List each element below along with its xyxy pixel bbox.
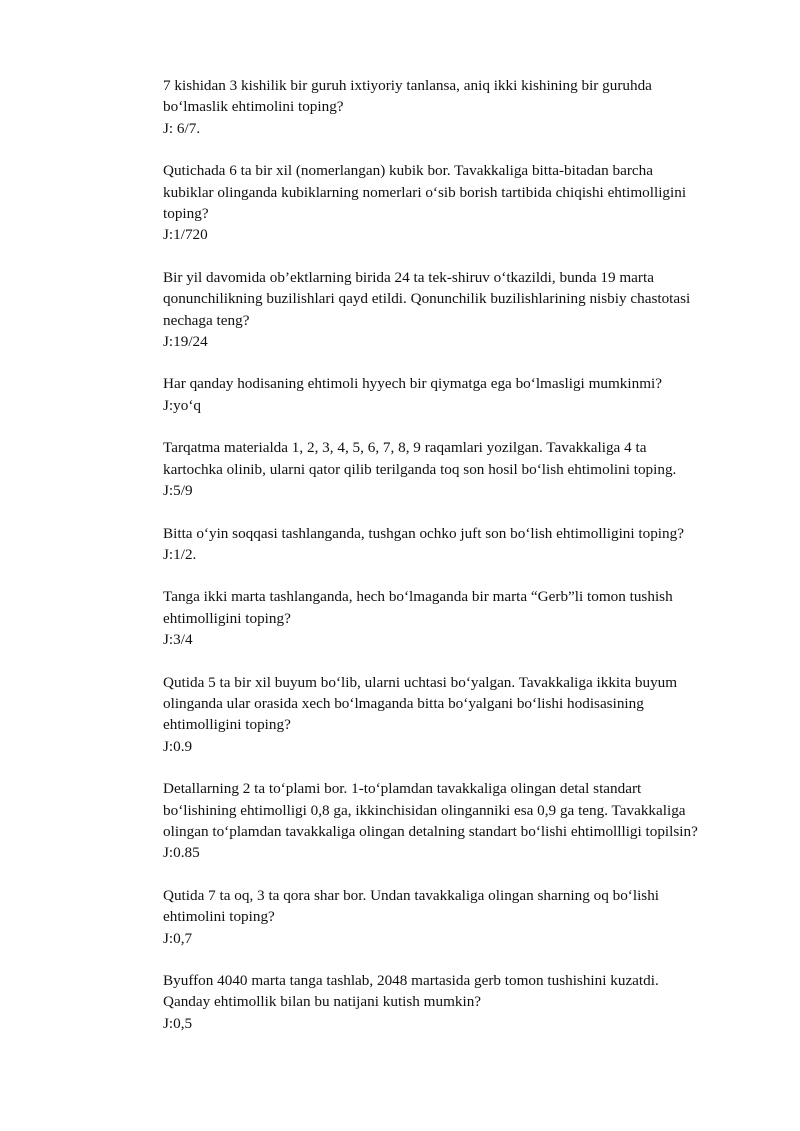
question-line: olingan to‘plamdan tavakkaliga olingan detalning standart bo‘lishi ehtimollligi topilsin? <box>163 822 698 840</box>
question-line: toping? <box>163 205 209 223</box>
answer-text: J:0,5 <box>163 1014 193 1032</box>
question-line: Qutida 5 ta bir xil buyum bo‘lib, ularni uchtasi bo‘yalgan. Tavakkaliga ikkita buyum <box>163 673 678 691</box>
question-line: nechaga teng? <box>163 311 250 329</box>
question-block <box>163 778 743 864</box>
answer-text: J:19/24 <box>163 333 208 351</box>
question-line: Qutida 7 ta oq, 3 ta qora shar bor. Undan tavakkaliga olingan sharning oq bo‘lishi <box>163 886 660 904</box>
question-block <box>163 373 743 416</box>
question-line: ehtimolini toping? <box>163 908 275 926</box>
answer-text: J:1/2. <box>163 545 197 563</box>
answer-text: J:3/4 <box>163 631 193 649</box>
answer-text: J:5/9 <box>163 482 193 500</box>
document-page <box>163 75 743 1055</box>
question-line: olinganda ular orasida xech bo‘lmaganda bitta bo‘yalgani bo‘lishi hodisasining <box>163 694 644 712</box>
question-block <box>163 160 743 246</box>
question-line: Qanday ehtimollik bilan bu natijani kutish mumkin? <box>163 993 482 1011</box>
question-block <box>163 437 743 501</box>
question-block <box>163 885 743 949</box>
question-line: kubiklar olinganda kubiklarning nomerlari o‘sib borish tartibida chiqishi ehtimolligini <box>163 183 687 201</box>
answer-text: J:0,7 <box>163 929 193 947</box>
question-block <box>163 75 743 139</box>
question-line: 7 kishidan 3 kishilik bir guruh ixtiyoriy tanlansa, aniq ikki kishining bir guruhda <box>163 77 652 94</box>
answer-text: J: 6/7. <box>163 119 201 137</box>
answer-text: J:1/720 <box>163 226 208 244</box>
question-line: ehtimolligini toping? <box>163 609 291 627</box>
answer-text: J:0.9 <box>163 737 193 755</box>
question-line: Byuffon 4040 marta tanga tashlab, 2048 martasida gerb tomon tushishini kuzatdi. <box>163 972 659 989</box>
question-line: Bitta o‘yin soqqasi tashlanganda, tushgan ochko juft son bo‘lish ehtimolligini toping? <box>163 524 684 542</box>
answer-text: J:0.85 <box>163 844 200 862</box>
question-line: bo‘lishining ehtimolligi 0,8 ga, ikkinchisidan olinganniki esa 0,9 ga teng. Tavakkaliga <box>163 801 686 819</box>
question-block <box>163 970 743 1034</box>
question-line: Detallarning 2 ta to‘plami bor. 1-to‘plamdan tavakkaliga olingan detal standart <box>163 780 642 798</box>
question-line: Tarqatma materialda 1, 2, 3, 4, 5, 6, 7, 8, 9 raqamlari yozilgan. Tavakkaliga 4 ta <box>163 439 647 457</box>
question-block <box>163 523 743 566</box>
question-line: ehtimolligini toping? <box>163 716 291 734</box>
question-block <box>163 672 743 758</box>
question-line: qonunchilikning buzilishlari qayd etildi. Qonunchilik buzilishlarining nisbiy chastotasi <box>163 290 691 308</box>
question-line: Tanga ikki marta tashlanganda, hech bo‘lmaganda bir marta “Gerb”li tomon tushish <box>163 588 673 606</box>
question-line: kartochka olinib, ularni qator qilib terilganda toq son hosil bo‘lish ehtimolini toping. <box>163 460 677 478</box>
question-line: bo‘lmaslik ehtimolini toping? <box>163 98 344 116</box>
question-block <box>163 267 743 353</box>
question-line: Bir yil davomida ob’ektlarning birida 24 ta tek-shiruv o‘tkazildi, bunda 19 marta <box>163 268 654 286</box>
question-line: Har qanday hodisaning ehtimoli hyyech bir qiymatga ega bo‘lmasligi mumkinmi? <box>163 375 662 393</box>
question-line: Qutichada 6 ta bir xil (nomerlangan) kubik bor. Tavakkaliga bitta-bitadan barcha <box>163 162 653 180</box>
answer-text: J:yo‘q <box>163 396 201 414</box>
question-block <box>163 586 743 650</box>
